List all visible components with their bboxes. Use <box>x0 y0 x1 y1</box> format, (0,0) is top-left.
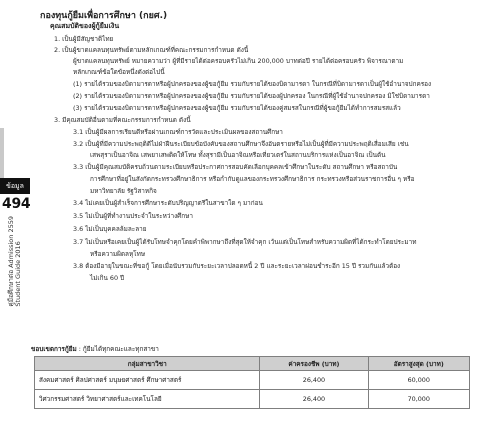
table-cell: 70,000 <box>368 390 470 409</box>
table-header-row <box>35 357 470 371</box>
list-item: 3.3 เป็นผู้มีคุณสมบัติครบถ้วนตามระเบียบหรือประกาศการสอบคัดเลือกบุคคลเข้าศึกษาในระดับ สถานศึกษา หรือสถาบัน <box>73 163 398 171</box>
list-item: (1) รายได้รวมของบิดามารดาหรือผู้ปกครองของผู้ขอกู้ยืม รวมกับรายได้ของบิดามารดา ในกรณีที่บิดามารดาเป็นผู้ใช้อำนาจปกครอง <box>73 80 432 88</box>
table-row <box>35 371 470 390</box>
list-item: 3.7 ไม่เป็นหรือเคยเป็นผู้ได้รับโทษจำคุกโดยคำพิพากษาถึงที่สุดให้จำคุก เว้นแต่เป็นโทษสำหรับความผิดที่ได้กระทำโดยประมาท <box>73 238 417 246</box>
section-heading: คุณสมบัติของผู้กู้ยืมเงิน <box>50 22 120 30</box>
table-cell: สังคมศาสตร์ ศิลปศาสตร์ มนุษยศาสตร์ ศึกษาศาสตร์ <box>35 371 260 390</box>
paragraph-line: เสพสุราเป็นอาจิณ เสพยาเสพติดให้โทษ ทั้งสุรามีเป็นอาจิณหรือเที่ยวเตร่ในสถานบริการแห่งเป็นอาจิณ เป็นต้น <box>90 151 386 159</box>
paragraph-line: การศึกษาที่อยู่ในสังกัดกระทรวงศึกษาธิการ หรือกำกับดูแลของกระทรวงศึกษาธิการ กระทรวงหรือส่วนราชการอื่น ๆ หรือ <box>90 175 415 183</box>
list-item: 2. เป็นผู้ขาดแคลนทุนทรัพย์ตามหลักเกณฑ์ที่คณะกรรมการกำหนด ดังนี้ <box>54 46 249 54</box>
table-row <box>35 390 470 409</box>
list-item: 3. มีคุณสมบัติอื่นตามที่คณะกรรมการกำหนด ดังนี้ <box>54 116 191 124</box>
list-item: 3.6 ไม่เป็นบุคคลล้มละลาย <box>73 225 147 233</box>
list-item: 3.8 ต้องมีอายุในขณะที่ขอกู้ โดยเมื่อนับรวมกับระยะเวลาปลอดหนี้ 2 ปี และระยะเวลาผ่อนชำระอีก 15 ปี รวมกันแล้วต้อง <box>73 262 401 270</box>
paragraph-line: หลักเกณฑ์ข้อใดข้อหนึ่งดังต่อไปนี้ <box>73 68 165 76</box>
table-caption-text: : กู้ยืมได้ทุกคณะและทุกสาขา <box>76 345 159 353</box>
table-cell: 26,400 <box>260 390 368 409</box>
vertical-guide-title <box>2 216 28 307</box>
paragraph-line: มหาวิทยาลัย รัฐวิสาหกิจ <box>90 187 157 195</box>
section-tab: ข้อมูล <box>0 178 30 194</box>
list-item: 3.5 ไม่เป็นผู้ที่ทำงานประจำในระหว่างศึกษา <box>73 212 193 220</box>
table-caption <box>31 344 159 354</box>
page-number: 494 <box>2 196 31 212</box>
table-caption-bold: ขอบเขตการกู้ยืม <box>31 345 77 353</box>
table-cell: วิศวกรรมศาสตร์ วิทยาศาสตร์และเทคโนโลยี <box>35 390 260 409</box>
list-item: 3.1 เป็นผู้มีผลการเรียนดีหรือผ่านเกณฑ์การวัดและประเมินผลของสถานศึกษา <box>73 128 283 136</box>
list-item: 1. เป็นผู้มีสัญชาติไทย <box>54 35 114 43</box>
list-item: (3) รายได้รวมของบิดามารดาหรือผู้ปกครองของผู้ขอกู้ยืม รวมกับรายได้ของคู่สมรสในกรณีที่ผู้ขอกู้ยืมได้ทำการสมรสแล้ว <box>73 104 401 112</box>
table-cell: 26,400 <box>260 371 368 390</box>
paragraph-line: หรือความผิดลหุโทษ <box>90 250 146 258</box>
paragraph-line: ผู้ขาดแคลนทุนทรัพย์ หมายความว่า ผู้ที่มีรายได้ต่อครอบครัวไม่เกิน 200,000 บาทต่อปี รายได้ต่อครอบครัว พิจารณาตาม <box>73 57 404 65</box>
header-cell-field: กลุ่มสาขาวิชา <box>35 357 260 371</box>
table-cell: 60,000 <box>368 371 470 390</box>
list-item: 3.2 เป็นผู้ที่มีความประพฤติดีไม่ฝ่าฝืนระเบียบข้อบังคับของสถานศึกษาจึงอันตรายหรือไม่เป็นผู้ที่มีความประพฤติเสื่อมเสีย เช่น <box>73 140 409 148</box>
header-cell-max-rate: อัตราสูงสุด (บาท) <box>368 357 470 371</box>
loan-table <box>34 356 470 409</box>
paragraph-line: ไม่เกิน 60 ปี <box>90 274 125 282</box>
vertical-guide-text: คู่มือศึกษาต่อ Admission 2559 Student Guide 2016 <box>7 216 22 307</box>
header-cell-living-cost: ค่าครองชีพ (บาท) <box>260 357 368 371</box>
list-item: 3.4 ไม่เคยเป็นผู้สำเร็จการศึกษาระดับปริญญาตรีในสาขาใด ๆ มาก่อน <box>73 199 263 207</box>
page-title: กองทุนกู้ยืมเพื่อการศึกษา (กยศ.) <box>40 11 168 21</box>
list-item: (2) รายได้รวมของบิดามารดาหรือผู้ปกครองของผู้ขอกู้ยืม รวมกับรายได้ของผู้ปกครอง ในกรณีที่ผู้ใช้อำนาจปกครอง มิใช่บิดามารดา <box>73 92 430 100</box>
